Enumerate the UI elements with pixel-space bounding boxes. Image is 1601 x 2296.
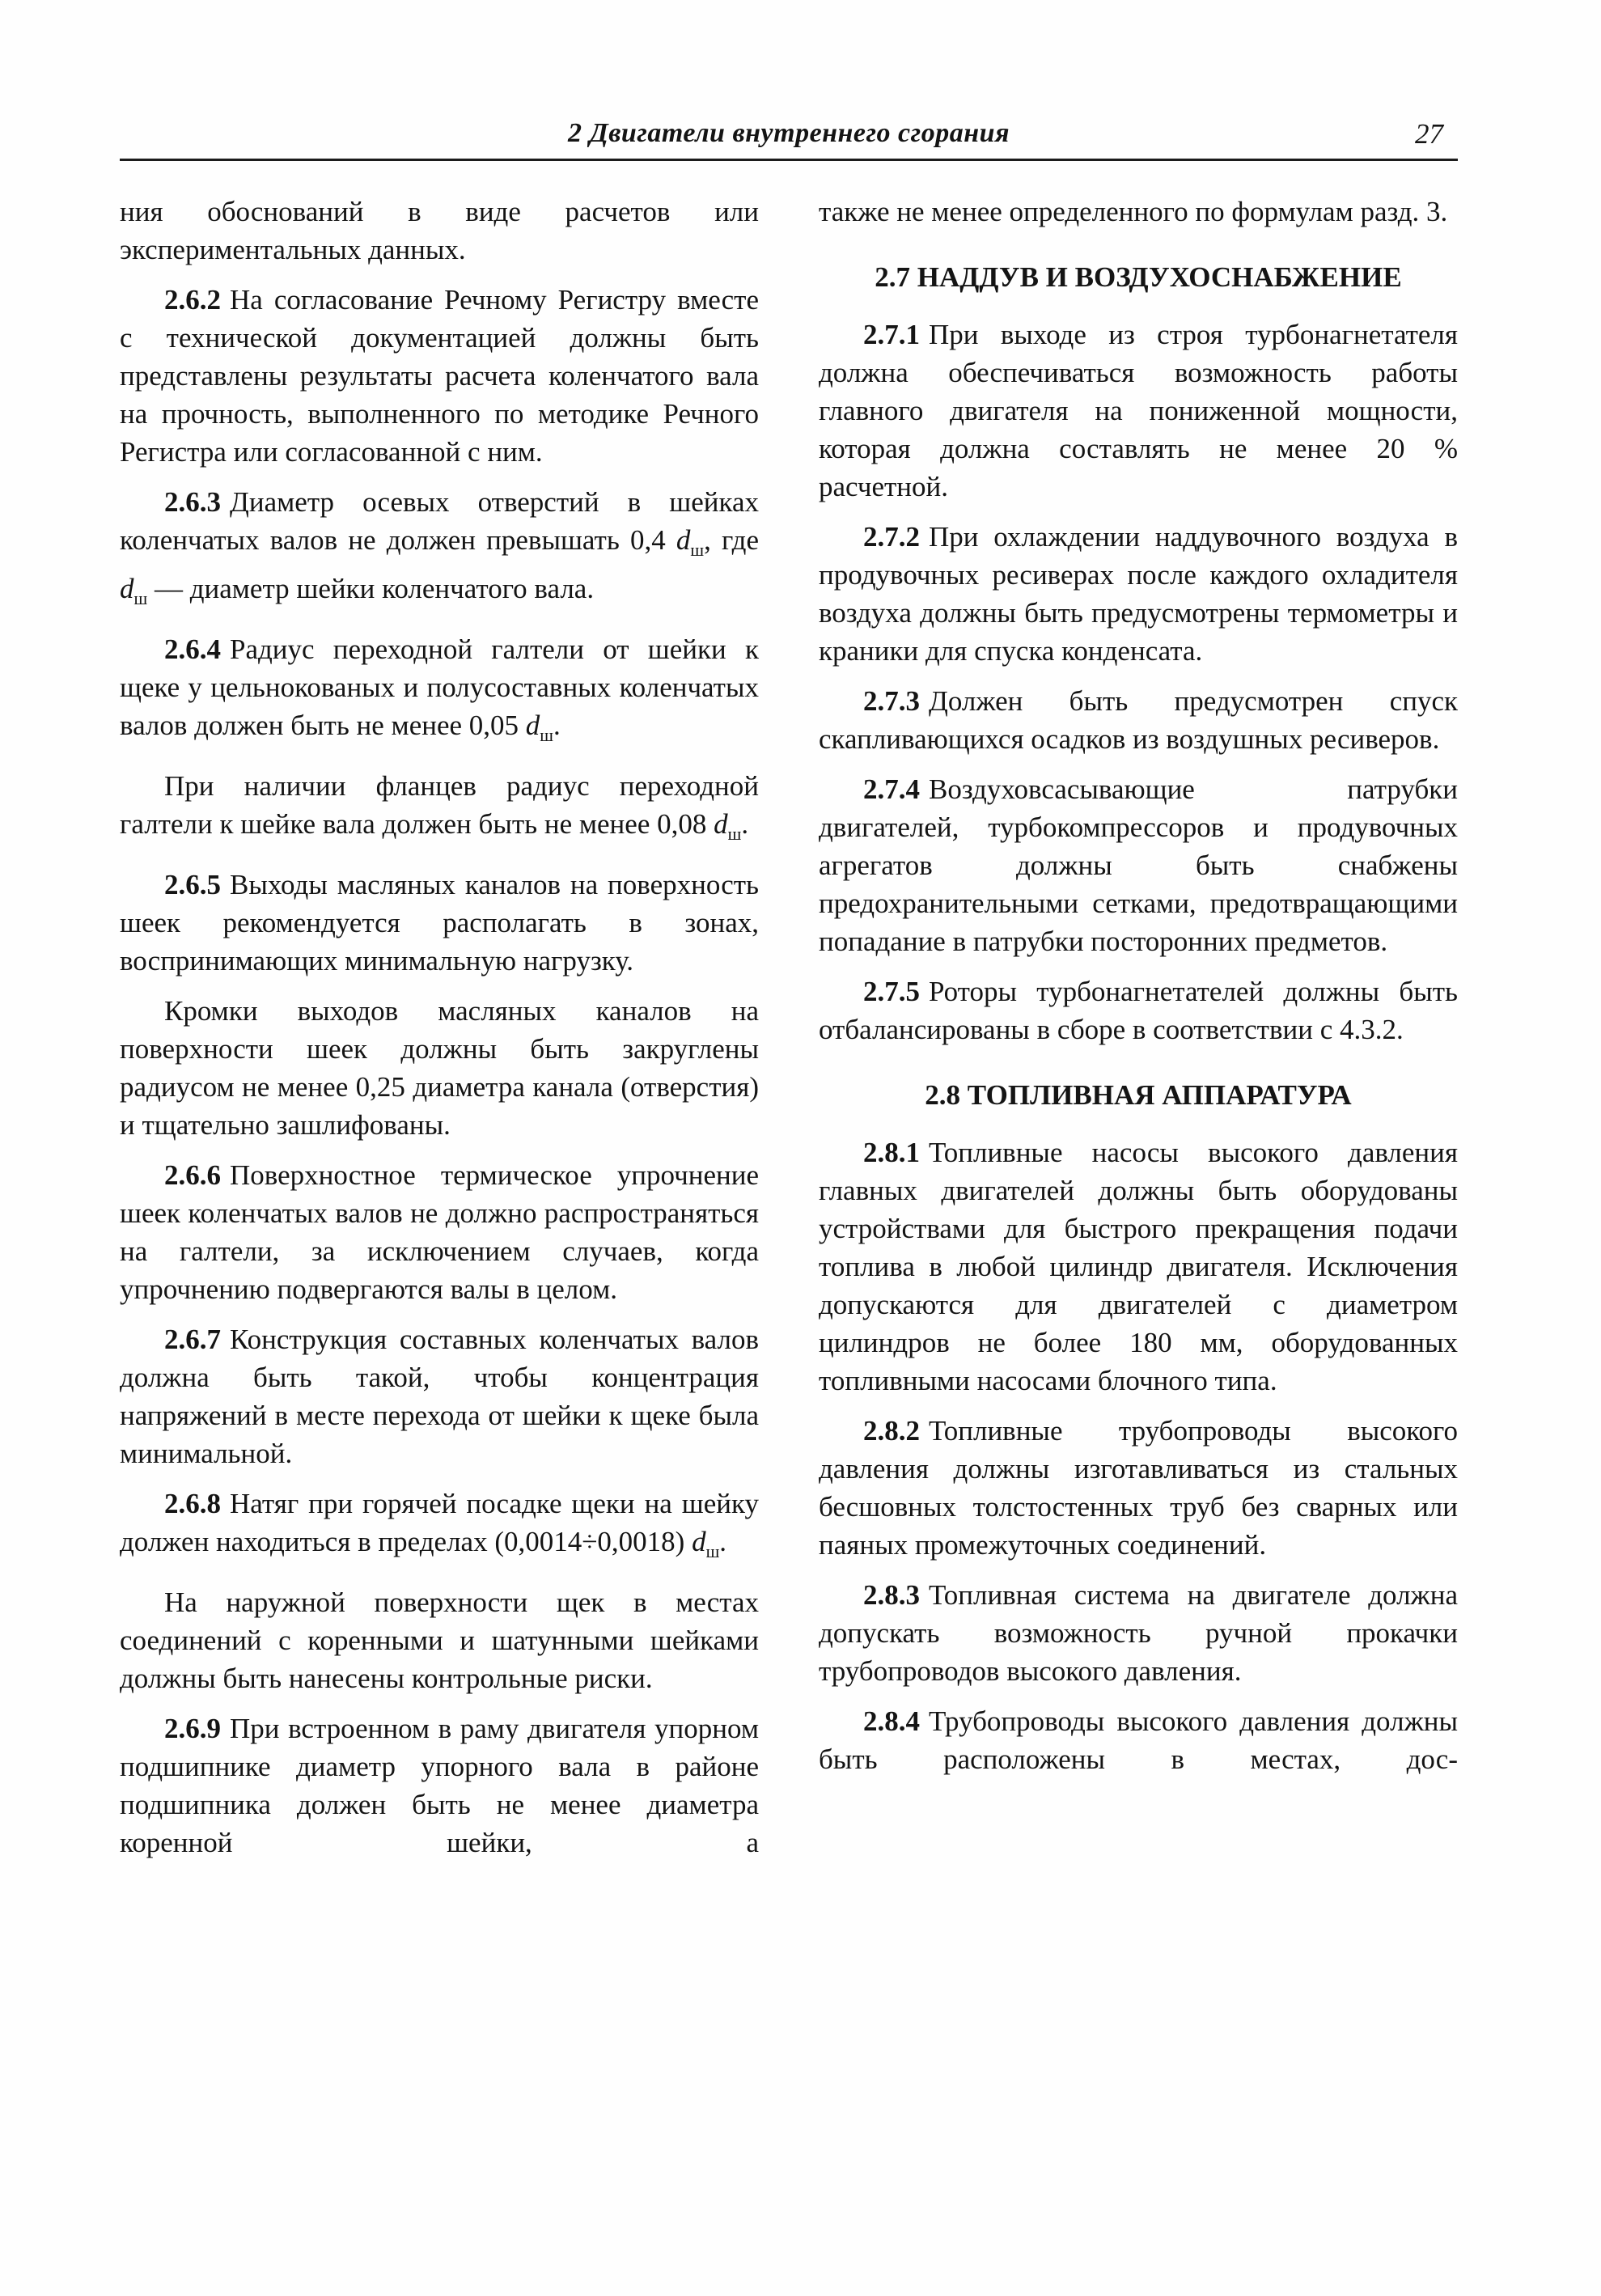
body-paragraph: ния обоснований в виде расчетов или экспериментальных данных.	[120, 196, 759, 265]
clause-paragraph: 2.8.3 Топливная система на двигателе должна допускать возможность ручной прокачки трубопроводов высокого давления.	[819, 1579, 1458, 1687]
clause-number: 2.7.1	[863, 319, 920, 350]
page-body	[120, 193, 1458, 1862]
clause-number: 2.8.3	[863, 1579, 920, 1611]
clause-number: 2.7.5	[863, 976, 920, 1007]
clause-paragraph: 2.8.1 Топливные насосы высокого давления главных двигателей должны быть оборудованы устройствами для быстрого прекращения подачи топлива в любой цилиндр двигателя. Исключения допускаются для двигателей с диаметром цилиндров не более 180 мм, оборудованных топливными насосами блочного типа.	[819, 1137, 1458, 1396]
right-column	[819, 193, 1458, 1862]
clause-paragraph: 2.7.5 Роторы турбонагнетателей должны быть отбалансированы в сборе в соответствии с 4.3.2.	[819, 976, 1458, 1045]
clause-number: 2.7.4	[863, 773, 920, 805]
clause-number: 2.8.1	[863, 1137, 920, 1168]
clause-paragraph: 2.8.2 Топливные трубопроводы высокого давления должны изготавливаться из стальных бесшовных толстостенных труб без сварных или паяных промежуточных соединений.	[819, 1415, 1458, 1561]
clause-paragraph: 2.6.8 Натяг при горячей посадке щеки на шейку должен находиться в пределах (0,0014÷0,0018) $d_ш$.	[120, 1488, 759, 1561]
clause-paragraph: 2.6.4 Радиус переходной галтели от шейки к щеке у цельнокованых и полусоставных коленчатых валов должен быть не менее 0,05 $d_ш$.	[120, 633, 759, 745]
clause-number: 2.6.3	[164, 486, 221, 518]
clause-paragraph: 2.6.5 Выходы масляных каналов на поверхность шеек рекомендуется располагать в зонах, воспринимающих минимальную нагрузку.	[120, 869, 759, 976]
clause-paragraph: 2.7.2 При охлаждении наддувочного воздуха в продувочных ресиверах после каждого охладителя воздуха должны быть предусмотрены термометры и краники для спуска конденсата.	[819, 521, 1458, 667]
clause-paragraph: 2.8.4 Трубопроводы высокого давления должны быть расположены в местах, дос-	[819, 1705, 1458, 1775]
clause-number: 2.6.4	[164, 633, 221, 665]
shaft-diameter-subscript: ш	[690, 540, 705, 560]
body-paragraph: На наружной поверхности щек в местах соединений с коренными и шатунными шейками должны быть нанесены контрольные риски.	[120, 1586, 759, 1694]
clause-paragraph: 2.6.6 Поверхностное термическое упрочнение шеек коленчатых валов не должно распространяться на галтели, за исключением случаев, когда упрочнению подвергаются валы в целом.	[120, 1159, 759, 1305]
shaft-diameter-subscript: ш	[133, 589, 148, 608]
body-paragraph: При наличии фланцев радиус переходной галтели к шейке вала должен быть не менее 0,08 $d_ш$.	[120, 770, 759, 844]
shaft-diameter-symbol: d	[676, 524, 691, 556]
shaft-diameter-symbol: d	[714, 808, 728, 840]
clause-number: 2.6.9	[164, 1713, 221, 1744]
shaft-diameter-subscript: ш	[705, 1542, 720, 1561]
body-paragraph: также не менее определенного по формулам разд. 3.	[819, 196, 1448, 227]
left-column	[120, 193, 759, 1862]
shaft-diameter-symbol: d	[692, 1526, 706, 1557]
section-heading: 2.7 НАДДУВ И ВОЗДУХОСНАБЖЕНИЕ	[875, 261, 1402, 293]
clause-number: 2.6.8	[164, 1488, 221, 1519]
clause-paragraph: 2.6.3 Диаметр осевых отверстий в шейках коленчатых валов не должен превышать 0,4 $d_ш$, где $d_ш$ — диаметр шейки коленчатого вала.	[120, 486, 759, 608]
clause-paragraph: 2.6.2 На согласование Речному Регистру вместе с технической документацией должны быть представлены результаты расчета коленчатого вала на прочность, выполненного по методике Речного Регистра или согласованной с ним.	[120, 284, 759, 468]
clause-number: 2.8.2	[863, 1415, 920, 1447]
clause-number: 2.7.3	[863, 685, 920, 717]
shaft-diameter-symbol: d	[120, 573, 134, 604]
shaft-diameter-symbol: d	[525, 710, 540, 741]
clause-paragraph: 2.6.9 При встроенном в раму двигателя упорном подшипнике диаметр упорного вала в районе подшипника должен быть не менее диаметра коренной шейки, а	[120, 1713, 759, 1858]
clause-paragraph: 2.7.3 Должен быть предусмотрен спуск скапливающихся осадков из воздушных ресиверов.	[819, 685, 1458, 755]
page-number: 27	[1415, 118, 1443, 150]
running-head	[120, 118, 1458, 161]
clause-number: 2.6.2	[164, 284, 221, 316]
body-paragraph: Кромки выходов масляных каналов на поверхности шеек должны быть закруглены радиусом не менее 0,25 диаметра канала (отверстия) и тщательно зашлифованы.	[120, 995, 759, 1141]
clause-number: 2.6.6	[164, 1159, 221, 1191]
clause-number: 2.6.7	[164, 1324, 221, 1355]
shaft-diameter-subscript: ш	[727, 824, 742, 844]
clause-paragraph: 2.6.7 Конструкция составных коленчатых валов должна быть такой, чтобы концентрация напряжений в месте перехода от шейки к щеке была минимальной.	[120, 1324, 759, 1469]
section-heading: 2.8 ТОПЛИВНАЯ АППАРАТУРА	[925, 1079, 1352, 1111]
clause-number: 2.6.5	[164, 869, 221, 900]
clause-number: 2.8.4	[863, 1705, 920, 1737]
clause-paragraph: 2.7.1 При выходе из строя турбонагнетателя должна обеспечиваться возможность работы главного двигателя на пониженной мощности, которая должна составлять не менее 20 % расчетной.	[819, 319, 1458, 502]
clause-paragraph: 2.7.4 Воздуховсасывающие патрубки двигателей, турбокомпрессоров и продувочных агрегатов должны быть снабжены предохранительными сетками, предотвращающими попадание в патрубки посторонних предметов.	[819, 773, 1458, 957]
shaft-diameter-subscript: ш	[540, 726, 553, 745]
running-head-title: 2 Двигатели внутреннего сгорания	[567, 118, 1010, 148]
clause-number: 2.7.2	[863, 521, 920, 553]
